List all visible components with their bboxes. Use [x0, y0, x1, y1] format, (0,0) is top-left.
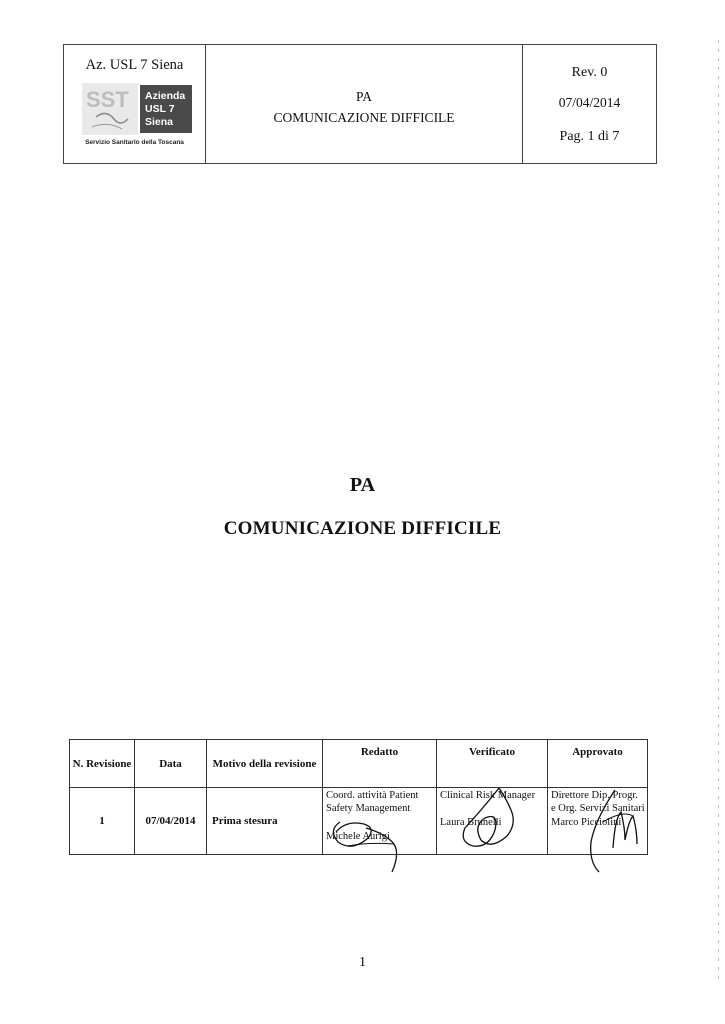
redatto-name: Michele Aurigi — [326, 831, 390, 842]
header-doc-code: PA — [355, 89, 373, 104]
th-approvato: Approvato — [548, 740, 648, 788]
logo-line3: Siena — [145, 116, 174, 128]
page-number: 1 — [359, 955, 366, 970]
revision-table — [69, 739, 648, 855]
header-doc-title: COMUNICAZIONE DIFFICILE — [273, 110, 455, 125]
page-count: Pag. 1 di 7 — [559, 129, 620, 144]
scan-edge — [718, 40, 719, 980]
logo-caption: Servizio Sanitario della Toscana — [85, 139, 184, 146]
cell-n: 1 — [70, 788, 135, 855]
header-meta-cell — [523, 45, 656, 163]
cell-approvato — [548, 788, 648, 855]
approvato-name: Marco Picciolini — [551, 817, 622, 828]
th-data: Data — [135, 740, 207, 788]
document-header — [63, 44, 657, 164]
revision-label: Rev. 0 — [571, 65, 608, 80]
cell-verificato — [437, 788, 548, 855]
header-title-cell — [206, 45, 523, 163]
main-doc-title: COMUNICAZIONE DIFFICILE — [223, 518, 502, 539]
org-name: Az. USL 7 Siena — [85, 57, 184, 73]
th-motivo: Motivo della revisione — [207, 740, 323, 788]
cell-redatto — [323, 788, 437, 855]
logo-mark: SST — [86, 87, 129, 112]
logo-line1: Azienda — [145, 90, 186, 102]
table-row — [70, 788, 648, 855]
th-verificato: Verificato — [437, 740, 548, 788]
main-doc-code: PA — [349, 474, 376, 496]
logo-line2: USL 7 — [145, 103, 175, 115]
verificato-name: Laura Brunelli — [440, 816, 502, 828]
verificato-role: Clinical Risk Manager — [440, 790, 536, 801]
redatto-role: Coord. attività Patient Safety Management — [326, 790, 419, 814]
cell-data: 07/04/2014 — [135, 788, 207, 855]
th-n-revisione: N. Revisione — [70, 740, 135, 788]
cell-motivo: Prima stesura — [207, 788, 323, 855]
approvato-role: Direttore Dip. Progr. e Org. Servizi Sanitari — [551, 790, 645, 814]
header-org-cell — [64, 45, 206, 163]
usl-logo — [82, 83, 194, 135]
revision-table-header — [70, 740, 648, 788]
header-date: 07/04/2014 — [558, 95, 621, 110]
th-redatto: Redatto — [323, 740, 437, 788]
